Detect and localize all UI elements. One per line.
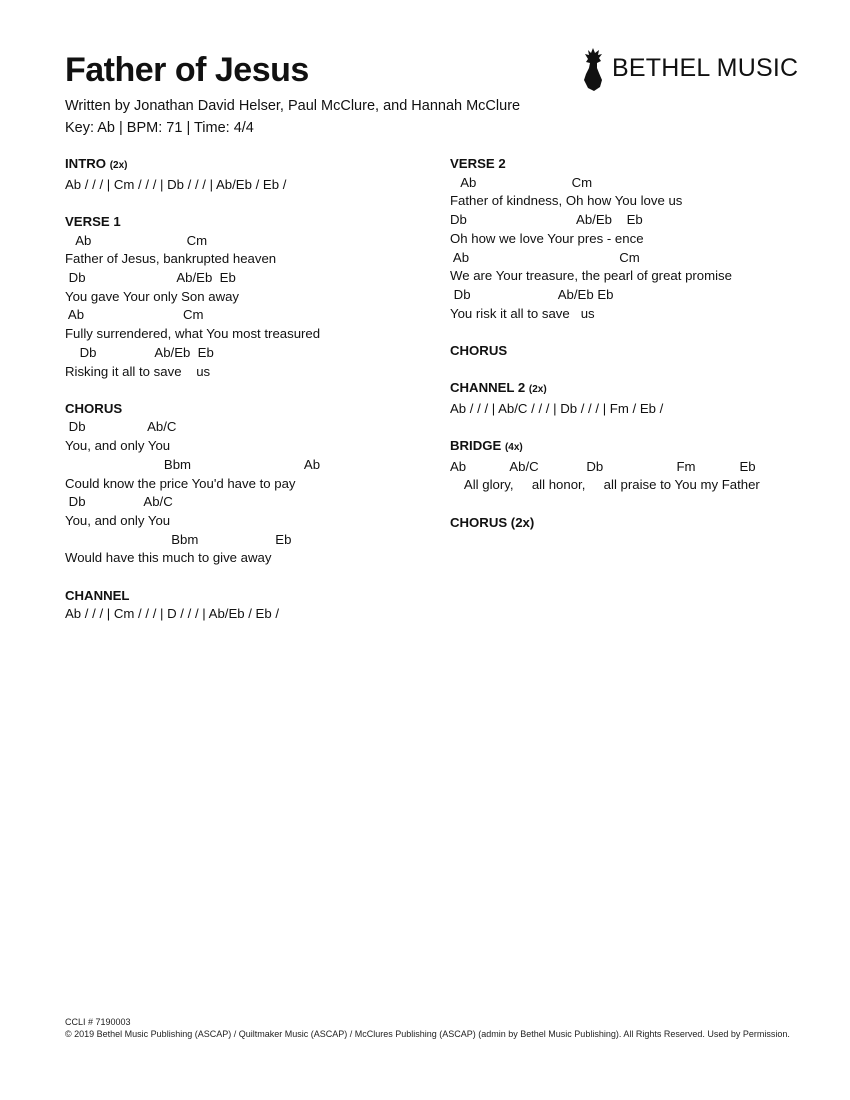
ccli-number: CCLI # 7190003 [65, 1017, 131, 1027]
lyric-line: Father of kindness, Oh how You love us [450, 193, 683, 209]
chord-line: Ab / / / | Ab/C / / / | Db / / / | Fm / Eb / [450, 400, 664, 416]
lyric-line: Could know the price You'd have to pay [65, 475, 296, 491]
chord-line: Db Ab/C [65, 419, 177, 435]
logo-text: BETHEL MUSIC [612, 53, 799, 82]
chord-line: Ab / / / | Cm / / / | Db / / / | Ab/Eb / Eb / [65, 176, 287, 192]
section-multiplier: (2x) [528, 384, 547, 396]
chord-line: Ab Cm [450, 174, 593, 190]
section-chorus-2x [450, 514, 830, 533]
section-verse-2 [450, 155, 830, 323]
lyric-line: You, and only You [65, 438, 171, 454]
section-heading: VERSE 1 [65, 213, 121, 229]
chord-line: Db Ab/Eb Eb [450, 286, 614, 302]
section-heading-label: INTRO [65, 156, 107, 171]
chord-line: Ab Cm [65, 307, 204, 323]
chord-line: Db Ab/Eb Eb [450, 212, 643, 228]
section-intro [65, 155, 425, 194]
chord-line: Ab Cm [65, 232, 208, 248]
section-heading-label: BRIDGE [450, 437, 502, 453]
deer-head-icon [580, 44, 606, 92]
chord-line: Bbm Eb [65, 531, 292, 547]
section-heading: CHORUS (2x) [450, 514, 535, 530]
section-verse-1 [65, 213, 425, 381]
chord-line: Db Ab/Eb Eb [65, 270, 236, 286]
lyric-line: Oh how we love Your pres - ence [450, 230, 644, 246]
lyric-line: Risking it all to save us [65, 363, 211, 379]
section-channel [65, 587, 425, 624]
section-heading [450, 437, 830, 458]
lyric-line: You risk it all to save us [450, 305, 595, 321]
lyric-line: We are Your treasure, the pearl of great promise [450, 268, 732, 284]
chord-line: Ab Cm [450, 249, 640, 265]
lyric-line: You gave Your only Son away [65, 288, 240, 304]
section-heading: CHANNEL [65, 587, 130, 603]
section-heading [450, 379, 830, 400]
left-column [65, 155, 425, 642]
chord-line: Bbm Ab [65, 456, 321, 472]
right-column [450, 155, 830, 551]
section-multiplier: (4x) [504, 441, 523, 453]
lyric-line: Father of Jesus, bankrupted heaven [65, 251, 277, 267]
song-key-bpm-time: Key: Ab | BPM: 71 | Time: 4/4 [65, 120, 254, 136]
section-multiplier: (2x) [109, 160, 128, 171]
section-heading-label: CHANNEL 2 [450, 380, 526, 396]
section-bridge [450, 437, 830, 495]
chord-line: Db Ab/C [65, 494, 173, 510]
footer [65, 1017, 795, 1040]
lyric-line: All glory, all honor, all praise to You my Father [450, 477, 760, 493]
copyright-notice: © 2019 Bethel Music Publishing (ASCAP) / Quiltmaker Music (ASCAP) / McClures Publishing (ASCAP) (admin by Bethel Music Publishing). All Rights Reserved. Used by Permission. [65, 1028, 790, 1039]
lyric-line: Would have this much to give away [65, 550, 272, 566]
chord-line: Ab / / / | Cm / / / | D / / / | Ab/Eb / Eb / [65, 606, 280, 622]
section-channel-2 [450, 379, 830, 418]
bethel-music-logo [580, 44, 798, 92]
section-chorus-ref [450, 342, 830, 361]
chord-line: Ab Ab/C Db Fm Eb [450, 458, 756, 474]
song-writers: Written by Jonathan David Helser, Paul McClure, and Hannah McClure [65, 98, 521, 114]
lyric-line: You, and only You [65, 512, 171, 528]
chord-line: Db Ab/Eb Eb [65, 344, 214, 360]
lyric-line: Fully surrendered, what You most treasured [65, 326, 321, 342]
section-chorus [65, 400, 425, 568]
section-heading: VERSE 2 [450, 156, 506, 171]
section-heading [65, 155, 425, 176]
section-heading: CHORUS [65, 400, 123, 416]
song-title: Father of Jesus [65, 51, 309, 89]
section-heading: CHORUS [450, 342, 508, 358]
